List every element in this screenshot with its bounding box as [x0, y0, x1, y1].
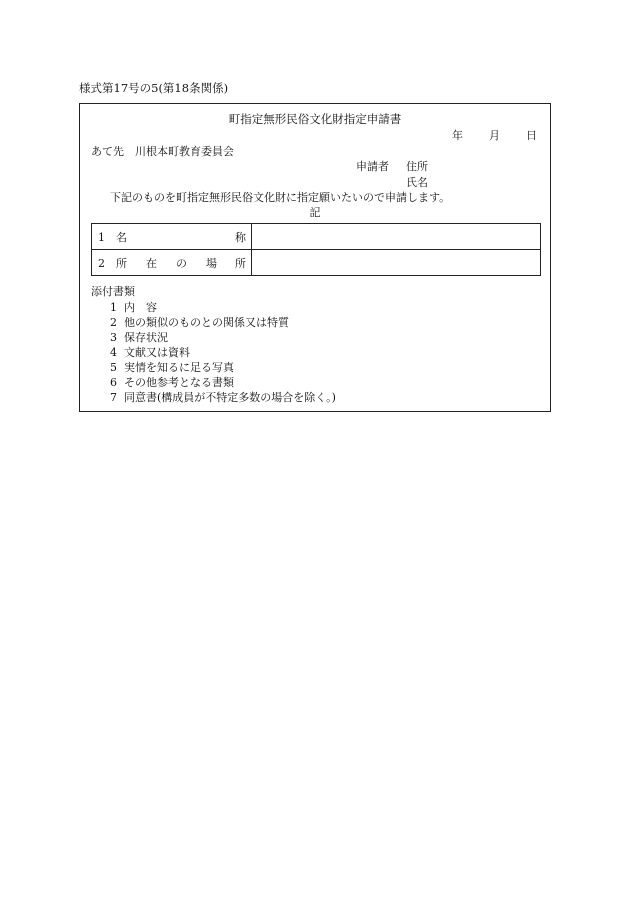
form-number: 様式第17号の5(第18条関係) — [79, 81, 229, 95]
label-char: 所 — [235, 257, 246, 270]
table-row — [92, 224, 541, 250]
attachments-title: 添付書類 — [91, 285, 135, 298]
label-char: 所 — [116, 257, 127, 270]
date-month-label: 月 — [489, 129, 500, 142]
location-value-cell[interactable] — [251, 250, 540, 276]
date-year-label: 年 — [452, 129, 463, 142]
name-label-cell — [92, 224, 252, 250]
attachment-item: 2 他の類似のものとの関係又は特質 — [110, 316, 289, 329]
table-row — [92, 250, 541, 276]
details-table — [91, 223, 541, 276]
row-number: 1 — [98, 231, 105, 244]
applicant-label: 申請者 — [356, 160, 389, 173]
attachment-item: 5 実情を知るに足る写真 — [110, 361, 234, 374]
ki-heading: 記 — [309, 206, 321, 219]
label-char: 在 — [146, 257, 157, 270]
form-title: 町指定無形民俗文化財指定申請書 — [228, 112, 402, 126]
label-char: 称 — [235, 231, 246, 244]
attachment-item: 1 内 容 — [110, 301, 157, 314]
request-text: 下記のものを町指定無形民俗文化財に指定願いたいので申請します。 — [110, 191, 451, 204]
label-char: 場 — [206, 257, 217, 270]
attachment-item: 3 保存状況 — [110, 331, 168, 344]
form-frame — [79, 103, 551, 412]
label-char: の — [176, 257, 187, 270]
addressee: あて先 川根本町教育委員会 — [91, 145, 234, 158]
attachment-item: 4 文献又は資料 — [110, 346, 190, 359]
date-day-label: 日 — [526, 129, 537, 142]
attachment-item: 6 その他参考となる書類 — [110, 376, 234, 389]
applicant-address-label: 住所 — [406, 160, 428, 173]
name-value-cell[interactable] — [251, 224, 540, 250]
location-label-cell — [92, 250, 252, 276]
attachment-item: 7 同意書(構成員が不特定多数の場合を除く。) — [110, 391, 336, 404]
label-char: 名 — [116, 231, 127, 244]
row-number: 2 — [98, 257, 105, 270]
applicant-name-label: 氏名 — [406, 176, 428, 189]
